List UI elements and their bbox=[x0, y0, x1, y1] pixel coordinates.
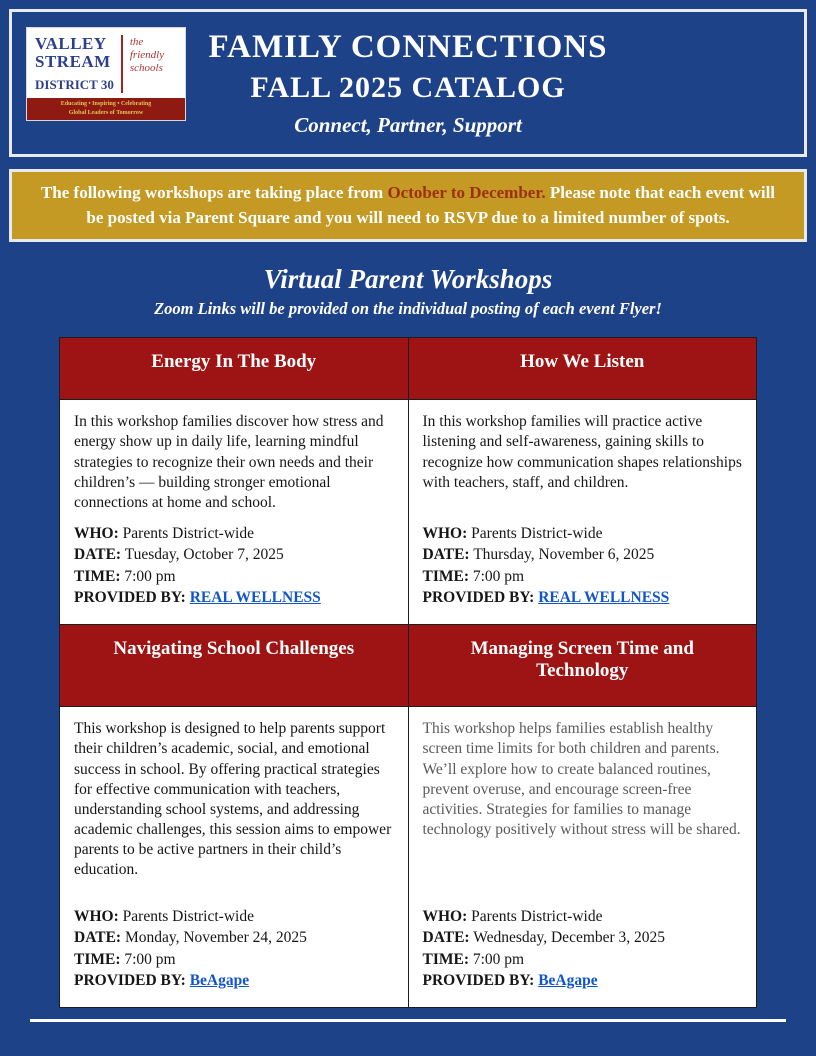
page-tagline: Connect, Partner, Support bbox=[294, 112, 522, 137]
date-label: DATE: bbox=[74, 929, 122, 947]
provided-by-label: PROVIDED BY: bbox=[422, 588, 535, 606]
workshop-card-navigating-school-challenges bbox=[60, 707, 409, 1008]
logo-text-valley: VALLEY bbox=[35, 34, 107, 53]
who-line bbox=[423, 523, 743, 544]
time-line bbox=[74, 566, 394, 587]
time-label: TIME: bbox=[74, 567, 121, 585]
date-label: DATE: bbox=[74, 546, 122, 564]
provider-link-real-wellness[interactable]: REAL WELLNESS bbox=[189, 588, 321, 606]
provided-by-label: PROVIDED BY: bbox=[74, 971, 186, 989]
workshop-description: In this workshop families discover how stress and energy show up in daily life, learning mindful strategies to recognize their own needs and their children’s — building stronger emotional connections at home and school. bbox=[74, 413, 384, 511]
time-line bbox=[74, 949, 394, 970]
workshop-details bbox=[74, 523, 394, 609]
workshop-card-energy-in-the-body bbox=[60, 400, 409, 625]
date-line bbox=[74, 927, 394, 948]
time-label: TIME: bbox=[422, 567, 469, 585]
date-line bbox=[423, 544, 743, 565]
date-line bbox=[74, 544, 394, 565]
workshop-description: This workshop is designed to help parents support their children’s academic, social, and emotional success in school. By offering practical strategies for effective communication with teachers, understanding school systems, and addressing academic challenges, this session aims to empower parents to be active partners in their child’s education. bbox=[74, 720, 392, 879]
date-value: Thursday, November 6, 2025 bbox=[473, 546, 655, 564]
workshop-description: In this workshop families will practice active listening and self-awareness, gaining skills to recognize how communication shapes relationships with teachers, staff, and children. bbox=[422, 413, 742, 491]
date-line bbox=[423, 927, 743, 948]
provided-by-label: PROVIDED BY: bbox=[74, 588, 186, 606]
who-value: Parents District-wide bbox=[122, 524, 254, 542]
header bbox=[9, 9, 807, 157]
notice-banner bbox=[9, 169, 807, 242]
logo-wordmark bbox=[27, 28, 185, 98]
time-line bbox=[423, 566, 743, 587]
provider-link-beagape[interactable]: BeAgape bbox=[538, 971, 598, 989]
date-label: DATE: bbox=[422, 929, 470, 947]
provided-by-line bbox=[74, 587, 394, 608]
who-label: WHO: bbox=[422, 907, 468, 925]
workshop-title-managing-screen-time: Managing Screen Time and Technology bbox=[408, 625, 757, 707]
time-line bbox=[423, 949, 743, 970]
page-title-line1: FAMILY CONNECTIONS bbox=[208, 28, 608, 65]
workshop-title-energy-in-the-body: Energy In The Body bbox=[60, 338, 409, 400]
workshop-card-managing-screen-time bbox=[408, 707, 757, 1008]
workshops-table bbox=[59, 337, 757, 1008]
logo-tagline-banner bbox=[27, 98, 185, 120]
who-line bbox=[423, 906, 743, 927]
logo-motto bbox=[130, 35, 164, 93]
date-value: Tuesday, October 7, 2025 bbox=[124, 546, 284, 564]
provided-by-line bbox=[74, 970, 394, 991]
time-label: TIME: bbox=[422, 950, 469, 968]
notice-text-after: Please note that each event will be posted via Parent Square and you will need to RSVP due to a limited number of spots. bbox=[86, 183, 776, 227]
section-subtitle: Zoom Links will be provided on the individual posting of each event Flyer! bbox=[154, 299, 662, 319]
logo-divider bbox=[121, 35, 123, 93]
who-line bbox=[74, 523, 394, 544]
date-value: Monday, November 24, 2025 bbox=[124, 929, 307, 947]
who-value: Parents District-wide bbox=[471, 907, 603, 925]
logo-text-district: DISTRICT 30 bbox=[35, 76, 114, 92]
table-body-row-1 bbox=[60, 400, 757, 625]
logo-text-stream: STREAM bbox=[35, 52, 111, 72]
who-label: WHO: bbox=[422, 524, 468, 542]
workshop-details bbox=[423, 906, 743, 992]
page-title-line2: FALL 2025 CATALOG bbox=[250, 70, 566, 104]
workshop-details bbox=[74, 906, 394, 992]
workshop-details bbox=[423, 523, 743, 609]
section-title: Virtual Parent Workshops bbox=[263, 264, 553, 295]
time-value: 7:00 pm bbox=[124, 567, 176, 585]
workshop-card-how-we-listen bbox=[408, 400, 757, 625]
table-body-row-2 bbox=[60, 707, 757, 1008]
workshop-title-how-we-listen: How We Listen bbox=[408, 338, 757, 400]
provided-by-label: PROVIDED BY: bbox=[422, 971, 535, 989]
logo-banner-line1: Educating • Inspiring • Celebrating bbox=[60, 100, 152, 107]
who-label: WHO: bbox=[74, 524, 119, 542]
time-value: 7:00 pm bbox=[472, 567, 525, 585]
provided-by-line bbox=[423, 970, 743, 991]
logo-district-name bbox=[35, 35, 114, 93]
logo-motto-line2: friendly bbox=[129, 49, 165, 62]
time-label: TIME: bbox=[74, 950, 121, 968]
logo-motto-line3: schools bbox=[129, 62, 163, 75]
provider-link-real-wellness[interactable]: REAL WELLNESS bbox=[538, 588, 670, 606]
notice-text-before: The following workshops are taking place from bbox=[40, 183, 388, 202]
table-header-row-2 bbox=[60, 625, 757, 707]
notice-highlight: October to December. bbox=[387, 183, 546, 202]
table-header-row-1 bbox=[60, 338, 757, 400]
who-value: Parents District-wide bbox=[471, 524, 603, 542]
workshop-description: This workshop helps families establish healthy screen time limits for both children and parents. We’ll explore how to create balanced routines, prevent overuse, and encourage screen-free activities. Strategies for families to manage technology positively without stress will be shared. bbox=[422, 720, 741, 838]
date-label: DATE: bbox=[422, 546, 470, 564]
bottom-divider bbox=[30, 1019, 786, 1022]
workshop-title-navigating-school-challenges: Navigating School Challenges bbox=[60, 625, 409, 707]
time-value: 7:00 pm bbox=[472, 950, 525, 968]
who-line bbox=[74, 906, 394, 927]
district-logo bbox=[27, 28, 185, 120]
provider-link-beagape[interactable]: BeAgape bbox=[189, 971, 250, 989]
who-label: WHO: bbox=[74, 907, 119, 925]
logo-banner-line2: Global Leaders of Tomorrow bbox=[68, 109, 144, 116]
time-value: 7:00 pm bbox=[124, 950, 176, 968]
who-value: Parents District-wide bbox=[122, 907, 254, 925]
provided-by-line bbox=[423, 587, 743, 608]
date-value: Wednesday, December 3, 2025 bbox=[473, 929, 666, 947]
logo-motto-line1: the bbox=[129, 36, 144, 48]
